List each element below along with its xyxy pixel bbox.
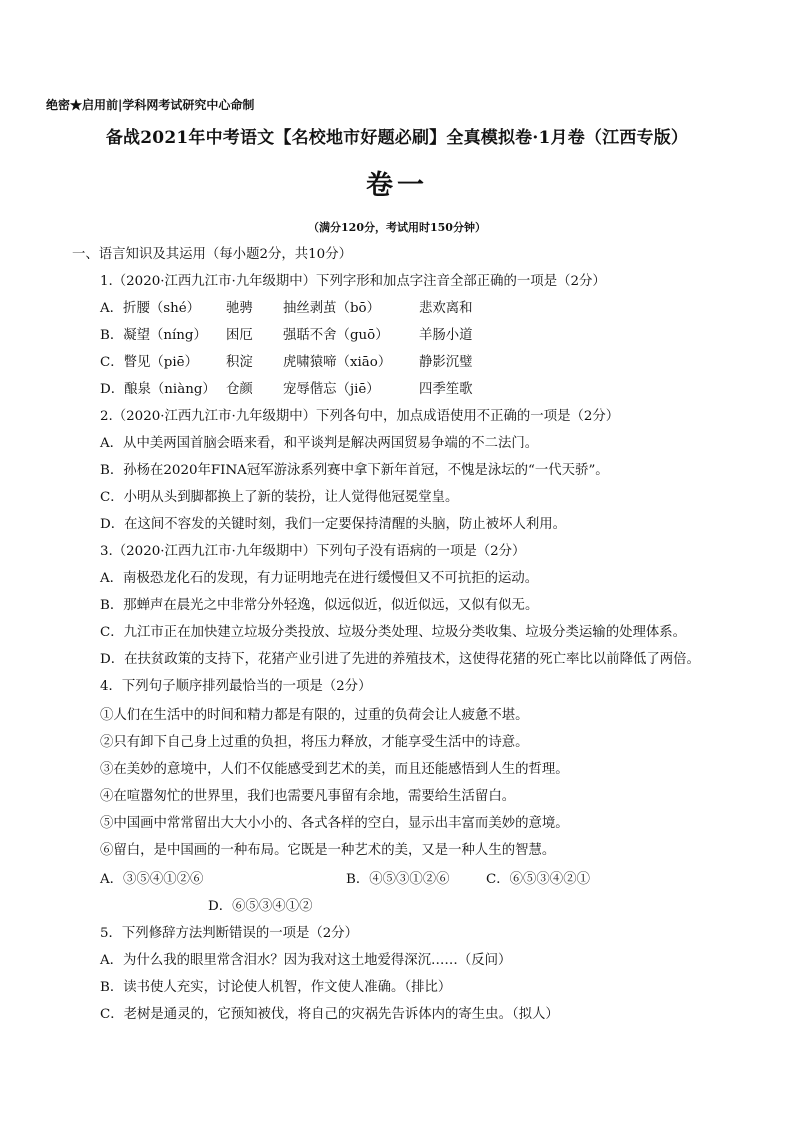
q4-option-a: A．③⑤④①②⑥	[100, 872, 204, 887]
question-1-stem: 1.（2020·江西九江市·九年级期中）下列字形和加点字注音全部正确的一项是（2分）	[100, 274, 606, 289]
q4-sentence-6: ⑥留白，是中国画的一种布局。它既是一种艺术的美，又是一种人生的智慧。	[100, 843, 556, 858]
q4-sentence-4: ④在喧嚣匆忙的世界里，我们也需要凡事留有余地，需要给生活留白。	[100, 789, 516, 804]
q1-d-c3: 宠辱偕忘（jiē）	[283, 382, 380, 397]
q1-a-c1: A．折腰（shé）	[100, 301, 201, 316]
question-5-stem: 5．下列修辞方法判断错误的一项是（2分）	[100, 926, 359, 941]
q3-option-a: A．南极恐龙化石的发现，有力证明地壳在进行缓慢但又不可抗拒的运动。	[100, 571, 539, 586]
q1-c-c4: 静影沉璧	[419, 355, 473, 370]
q2-option-b: B．孙杨在2020年FINA冠军游泳系列赛中拿下新年首冠，不愧是泳坛的“一代天骄”。	[100, 463, 609, 478]
q2-option-d: D．在这间不容发的关键时刻，我们一定要保持清醒的头脑，防止被坏人利用。	[100, 517, 567, 532]
q1-c-c2: 积淀	[226, 355, 253, 370]
question-4-stem: 4．下列句子顺序排列最恰当的一项是（2分）	[100, 679, 372, 694]
volume-title: 卷一	[366, 170, 428, 201]
q1-d-c1: D．酿泉（niàng）	[100, 382, 216, 397]
q1-b-c3: 强聒不舍（guō）	[283, 328, 389, 343]
q1-c-c1: C．瞥见（piē）	[100, 355, 198, 370]
question-3-stem: 3.（2020·江西九江市·九年级期中）下列句子没有语病的一项是（2分）	[100, 544, 526, 559]
question-2-stem: 2.（2020·江西九江市·九年级期中）下列各句中，加点成语使用不正确的一项是（2分）	[100, 409, 620, 424]
exam-title: 备战2021年中考语文【名校地市好题必刷】全真模拟卷·1月卷（江西专版）	[105, 128, 689, 148]
q1-a-c2: 驰骋	[226, 301, 253, 316]
q1-c-c3: 虎啸猿啼（xiāo）	[283, 355, 392, 370]
q4-sentence-5: ⑤中国画中常常留出大大小小的、各式各样的空白，显示出丰富而美妙的意境。	[100, 816, 569, 831]
q5-option-c: C．老树是通灵的，它预知被伐，将自己的灾祸先告诉体内的寄生虫。（拟人）	[100, 1007, 559, 1022]
q1-d-c4: 四季笙歌	[419, 382, 473, 397]
q1-b-c1: B．凝望（níng）	[100, 328, 207, 343]
section-heading: 一、语言知识及其运用（每小题2分，共10分）	[72, 247, 352, 262]
q4-option-d: D．⑥⑤③④①②	[208, 899, 313, 914]
q4-sentence-1: ①人们在生活中的时间和精力都是有限的，过重的负荷会让人疲惫不堪。	[100, 708, 529, 723]
q2-option-c: C．小明从头到脚都换上了新的装扮，让人觉得他冠冕堂皇。	[100, 490, 459, 505]
q1-a-c3: 抽丝剥茧（bō）	[283, 301, 380, 316]
score-note: （满分120分，考试用时150分钟）	[308, 221, 486, 234]
q4-option-c: C．⑥⑤③④②①	[486, 872, 590, 887]
q3-option-d: D．在扶贫政策的支持下，花猪产业引进了先进的养殖技术，这使得花猪的死亡率比以前降低了两倍。	[100, 652, 700, 667]
q2-option-a: A．从中美两国首脑会晤来看，和平谈判是解决两国贸易争端的不二法门。	[100, 436, 539, 451]
confidential-note: 绝密★启用前|学科网考试研究中心命制	[46, 98, 255, 112]
q5-option-b: B．读书使人充实，讨论使人机智，作文使人准确。（排比）	[100, 980, 452, 995]
q1-d-c2: 仓颜	[226, 382, 253, 397]
q3-option-c: C．九江市正在加快建立垃圾分类投放、垃圾分类处理、垃圾分类收集、垃圾分类运输的处理体系。	[100, 625, 687, 640]
q1-b-c4: 羊肠小道	[419, 328, 473, 343]
q4-option-b: B．④⑤③①②⑥	[346, 872, 450, 887]
q5-option-a: A．为什么我的眼里常含泪水？因为我对这土地爱得深沉……（反问）	[100, 953, 512, 968]
q4-sentence-2: ②只有卸下自己身上过重的负担，将压力释放，才能享受生活中的诗意。	[100, 735, 529, 750]
q3-option-b: B．那蝉声在晨光之中非常分外轻逸，似远似近，似近似远，又似有似无。	[100, 598, 539, 613]
q4-sentence-3: ③在美妙的意境中，人们不仅能感受到艺术的美，而且还能感悟到人生的哲理。	[100, 762, 569, 777]
q1-b-c2: 困厄	[226, 328, 253, 343]
q1-a-c4: 悲欢离和	[419, 301, 473, 316]
